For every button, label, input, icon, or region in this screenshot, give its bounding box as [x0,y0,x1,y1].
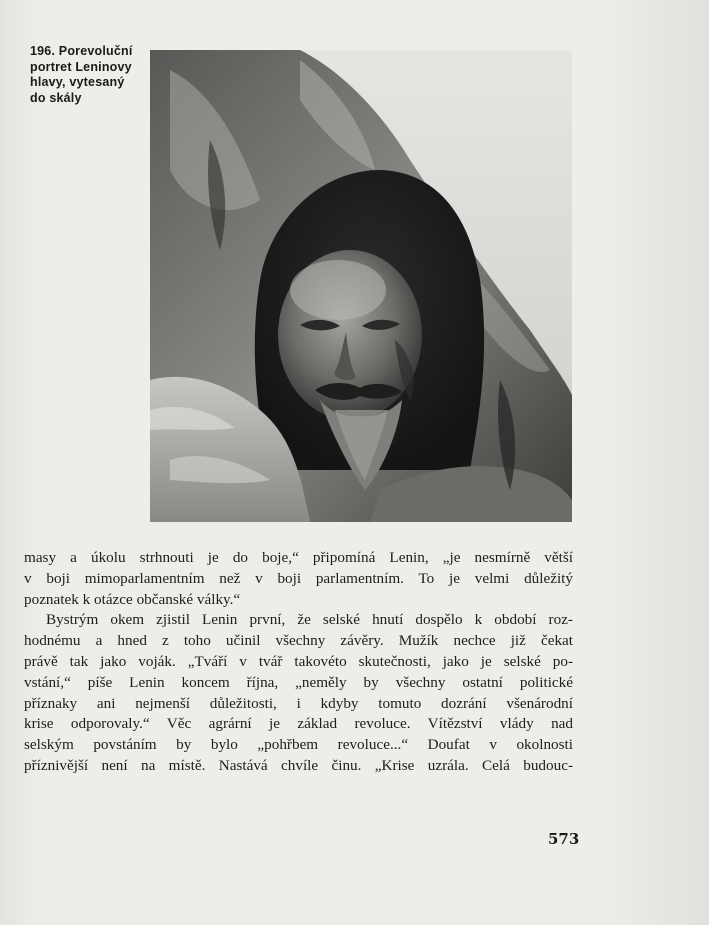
caption-line: do skály [30,90,82,105]
text-line: krise odporovaly.“ Věc agrární je základ revoluce. Vítězství vlády nad [24,715,573,733]
text-line: vstání,“ píše Lenin koncem října, „neměly by všechny ostatní politické [24,673,573,691]
figure-caption [30,44,155,106]
page-number: 573 [548,830,580,848]
text-line: Bystrým okem zjistil Lenin první, že selské hnutí dospělo k období roz- [46,611,573,629]
text-line: příznivější není na místě. Nastává chvíle činu. „Krise uzrála. Celá budouc- [24,756,573,774]
caption-line: hlavy, vytesaný [30,75,125,89]
body-text [24,548,573,777]
photo-illustration [150,50,572,522]
text-line: poznatek k otázce občanské války.“ [24,590,241,608]
text-line: právě tak jako voják. „Tváří v tvář takovéto skutečnosti, jako je selské po- [24,652,573,670]
caption-line: portret Leninovy [30,59,132,74]
lenin-rock-carving-photo [150,50,572,522]
text-line: hodnému a hned z toho učinil všechny závěry. Mužík nechce již čekat [24,632,573,650]
text-line: příznaky ani nejmenší důležitosti, i kdyby tomuto dozrání všenárodní [24,694,573,712]
text-line: selským povstáním by bylo „pohřbem revoluce...“ Doufat v okolnosti [24,736,573,754]
caption-line: 196. Porevoluční [30,44,133,58]
text-line: masy a úkolu strhnouti je do boje,“ připomíná Lenin, „je nesmírně větší [24,549,573,566]
text-line: v boji mimoparlamentním než v boji parlamentním. To je velmi důležitý [24,569,573,587]
